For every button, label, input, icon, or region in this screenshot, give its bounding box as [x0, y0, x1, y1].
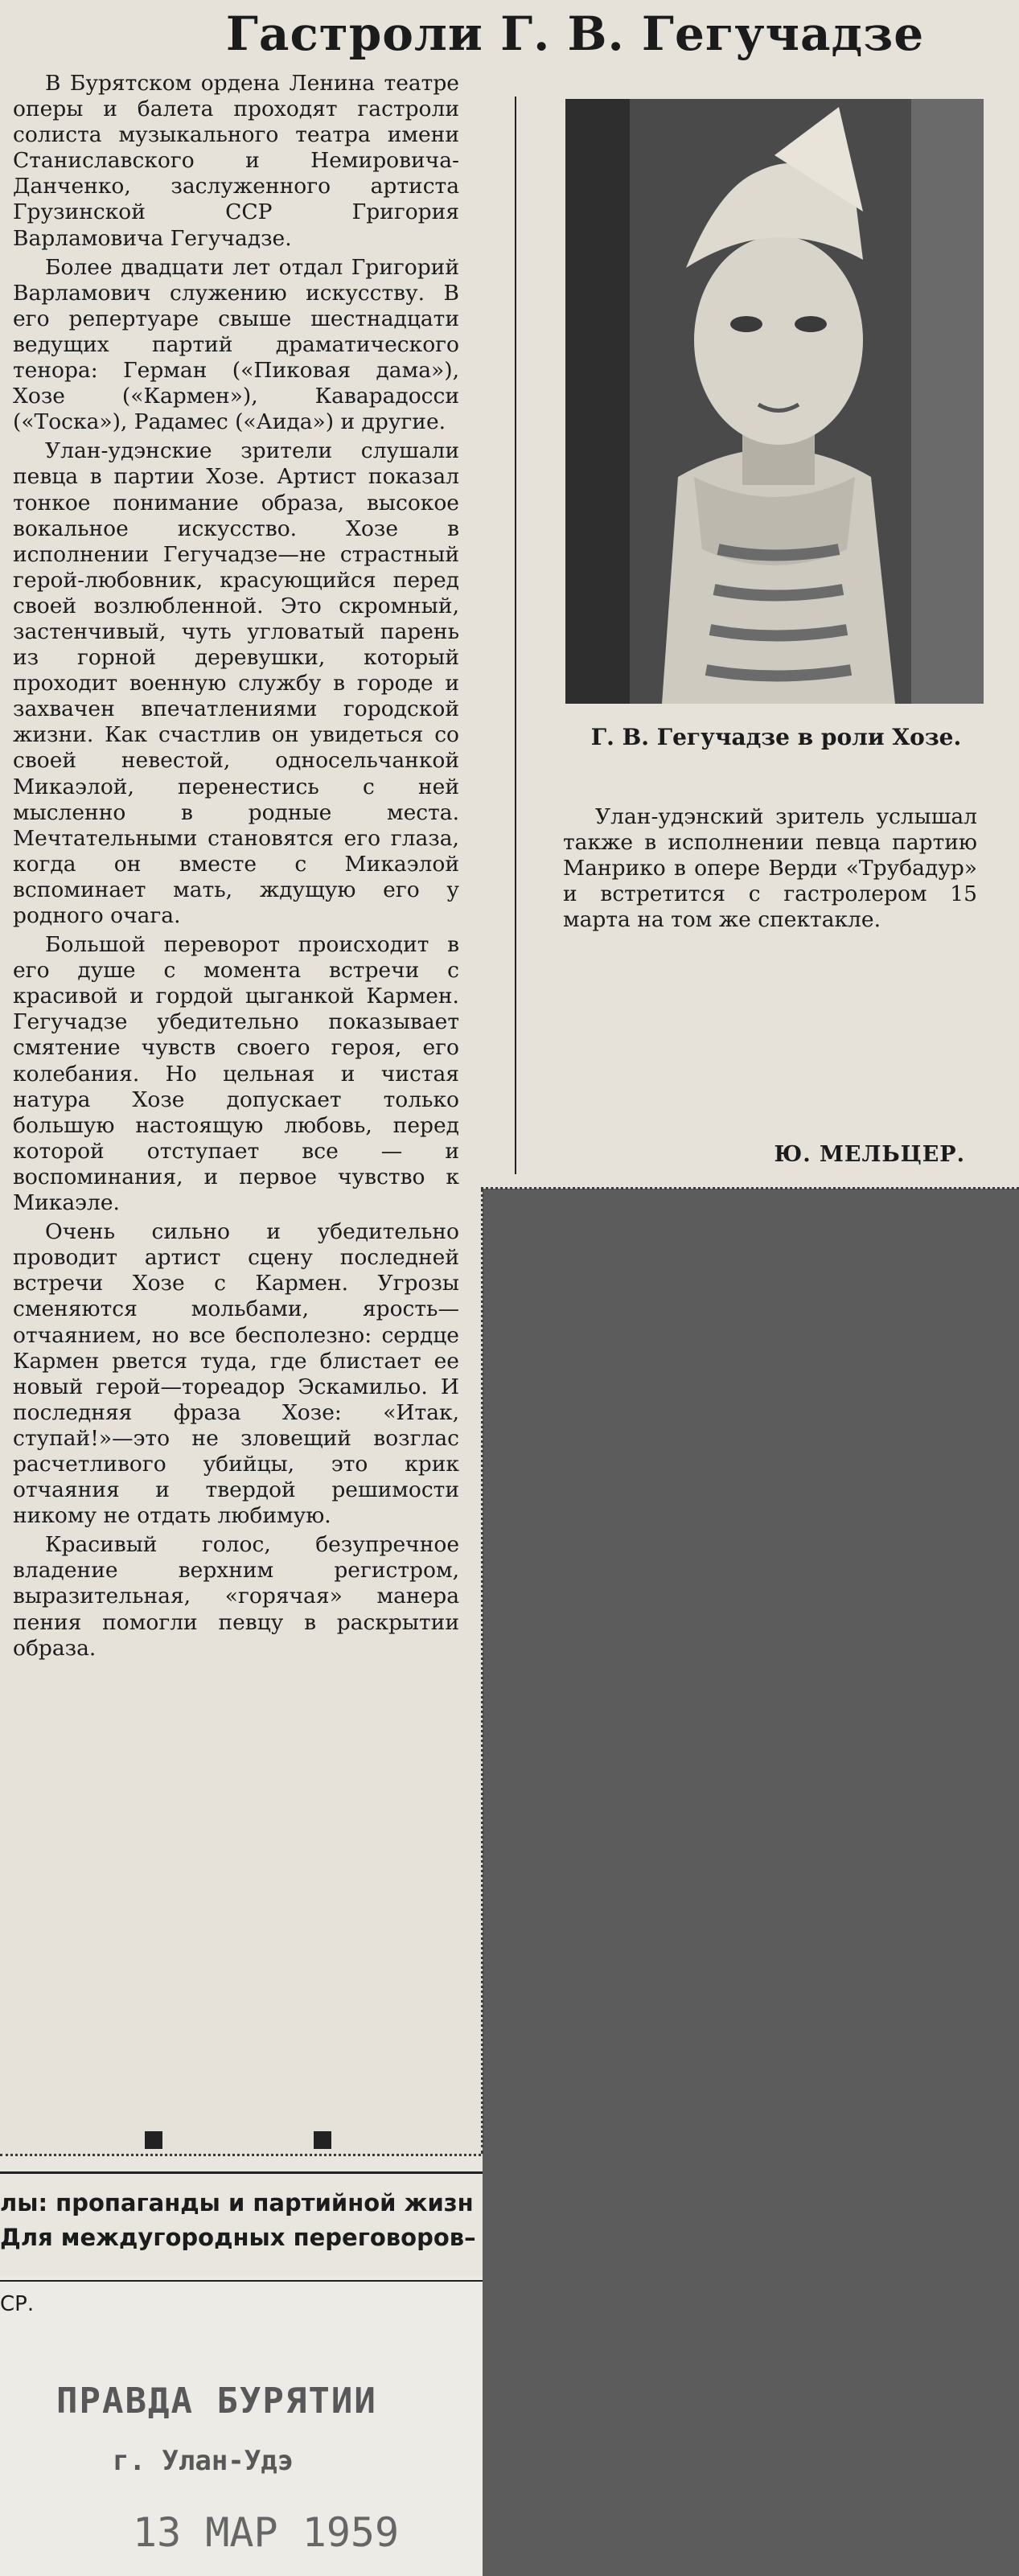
end-mark	[314, 2131, 331, 2149]
end-mark	[145, 2131, 162, 2149]
paragraph: Красивый голос, безупречное владение верхним регистром, выразительная, «горячая» манера пения помогли певцу в раскрытии образа.	[13, 1532, 459, 1661]
torn-edge-bottom-right	[481, 1187, 1019, 1189]
strip-rule-bottom	[0, 2280, 483, 2282]
photo-caption: Г. В. Гегучадзе в роли Хозе.	[590, 724, 962, 750]
strip-line-2: Для междугородных переговоров–	[0, 2224, 476, 2251]
paragraph: Большой переворот происходит в его душе с момента встречи с красивой и гордой цыганкой Кармен. Гегучадзе убедительно показывает смятение чувств своего героя, его колебания. Но цельная и чистая натура Хозе допускает только большую настоящую любовь, перед которой отступает все — и воспоминания, и первое чувство к Микаэле.	[13, 932, 459, 1216]
strip-line-1: лы: пропаганды и партийной жизн	[0, 2189, 474, 2217]
stamp-newspaper-name: ПРАВДА БУРЯТИИ	[56, 2381, 377, 2422]
author-signature: Ю. МЕЛЬЦЕР.	[774, 1142, 965, 1167]
paragraph: Очень сильно и убедительно проводит артист сцену последней встречи Хозе с Кармен. Угрозы сменяются мольбами, ярость—отчаянием, но все бесполезно: сердце Кармен рвется туда, где блистает ее новый герой—тореадор Эскамильо. И последняя фраза Хозе: «Итак, ступай!»—это не зловещий возглас расчетливого убийцы, это крик отчаяния и твердой решимости никому не отдать любимую.	[13, 1219, 459, 1529]
paragraph: В Бурятском ордена Ленина театре оперы и балета проходят гастроли солиста музыкального театра имени Станиславского и Немировича-Данченко, заслуженного артиста Грузинской ССР Григория Варламовича Гегучадзе.	[13, 71, 459, 251]
paragraph: Улан-удэнские зрители слушали певца в партии Хозе. Артист показал тонкое понимание образа, высокое вокальное искусство. Хозе в исполнении Гегучадзе—не страстный герой-любовник, красующийся перед своей возлюбленной. Это скромный, застенчивый, чуть угловатый парень из горной деревушки, который проходит военную службу в городе и захвачен впечатлениями городской жизни. Как счастлив он увидеться со своей невестой, односельчанкой Микаэлой, перенестись с ней мысленно в родные места. Мечтательными становятся его глаза, когда он вместе с Микаэлой вспоминает мать, ждущую его у родного очага.	[13, 438, 459, 928]
strip-line-3: СР.	[0, 2292, 35, 2316]
portrait-illustration	[565, 99, 984, 704]
left-column	[13, 71, 459, 1665]
paragraph: Улан-удэнский зритель услышал также в исполнении певца партию Манрико в опере Верди «Трубадур» и встретится с гастролером 15 марта на том же спектакле.	[563, 804, 977, 933]
stamp-city: г. Улан-Удэ	[113, 2445, 294, 2477]
portrait-photo	[565, 99, 984, 704]
article-title: Гастроли Г. В. Гегучадзе	[225, 6, 925, 61]
torn-edge-left	[481, 1189, 483, 2154]
strip-rule	[0, 2171, 483, 2174]
column-rule	[515, 97, 516, 1174]
torn-edge-bottom-left	[0, 2154, 481, 2156]
right-column	[563, 804, 977, 947]
stamp-date: 13 МАР 1959	[133, 2509, 400, 2556]
paragraph: Более двадцати лет отдал Григорий Варламович служению искусству. В его репертуаре свыше шестнадцати ведущих партий драматического тенора: Герман («Пиковая дама»), Хозе («Кармен»), Каварадосси («Тоска»), Радамес («Аида») и другие.	[13, 254, 459, 435]
